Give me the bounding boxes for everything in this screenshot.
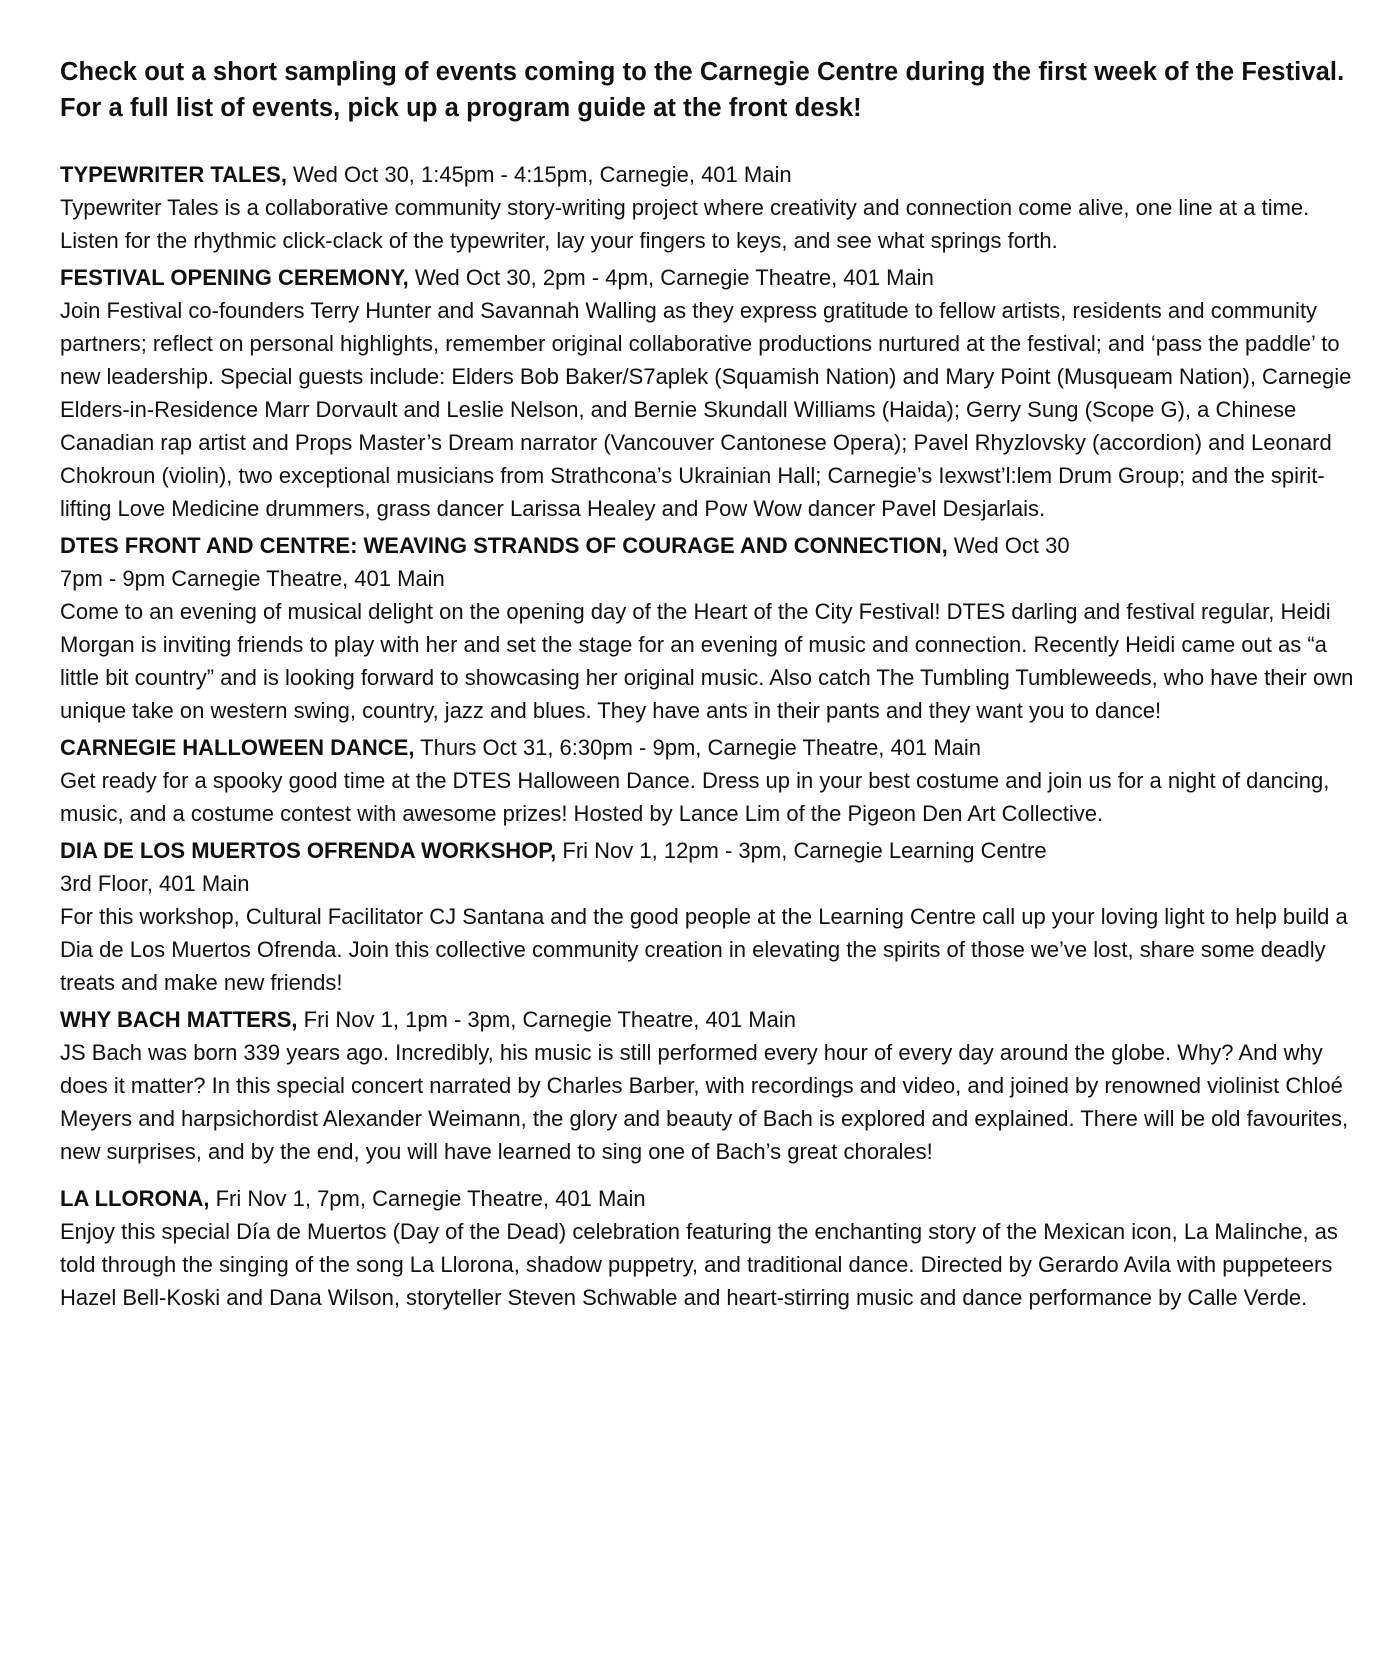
- event-description: Get ready for a spooky good time at the DTES Halloween Dance. Dress up in your best costume and join us for a night of dancing, music, and a costume contest with awesome prizes! Hosted by Lance Lim of the Pigeon Den Art Collective.: [60, 768, 1330, 826]
- event-header: [60, 731, 1360, 764]
- event-details: Wed Oct 30, 2pm - 4pm, Carnegie Theatre, 401 Main: [408, 265, 934, 290]
- event-title: DIA DE LOS MUERTOS OFRENDA WORKSHOP,: [60, 838, 557, 863]
- event-details: Fri Nov 1, 7pm, Carnegie Theatre, 401 Main: [209, 1186, 646, 1211]
- event-la-llorona: [60, 1182, 1360, 1314]
- event-title: LA LLORONA,: [60, 1186, 210, 1211]
- event-dtes-front-and-centre: [60, 529, 1360, 727]
- event-description: Typewriter Tales is a collaborative community story-writing project where creativity and connection come alive, one line at a time. Listen for the rhythmic click-clack of the typewriter, lay your fingers to keys, and see what springs forth.: [60, 195, 1310, 253]
- event-title: TYPEWRITER TALES,: [60, 162, 287, 187]
- event-header: [60, 1182, 1360, 1215]
- intro-heading: Check out a short sampling of events coming to the Carnegie Centre during the first week of the Festival. For a full list of events, pick up a program guide at the front desk!: [60, 58, 1345, 122]
- event-header: [60, 158, 1360, 191]
- event-title: DTES FRONT AND CENTRE: WEAVING STRANDS OF COURAGE AND CONNECTION,: [60, 533, 948, 558]
- event-details: Fri Nov 1, 1pm - 3pm, Carnegie Theatre, 401 Main: [297, 1007, 796, 1032]
- event-typewriter-tales: [60, 158, 1360, 257]
- event-description: JS Bach was born 339 years ago. Incredibly, his music is still performed every hour of every day around the globe. Why? And why does it matter? In this special concert narrated by Charles Barber, with recordings and video, and joined by renowned violinist Chloé Meyers and harpsichordist Alexander Weimann, the glory and beauty of Bach is explored and explained. There will be old favourites, new surprises, and by the end, you will have learned to sing one of Bach’s great chorales!: [60, 1040, 1349, 1164]
- event-details: Wed Oct 30 7pm - 9pm Carnegie Theatre, 401 Main: [60, 533, 1070, 591]
- event-header: [60, 834, 1360, 900]
- event-header: [60, 529, 1360, 595]
- event-details: Thurs Oct 31, 6:30pm - 9pm, Carnegie Theatre, 401 Main: [414, 735, 982, 760]
- event-description: For this workshop, Cultural Facilitator CJ Santana and the good people at the Learning Centre call up your loving light to help build a Dia de Los Muertos Ofrenda. Join this collective community creation in elevating the spirits of those we’ve lost, share some deadly treats and make new friends!: [60, 904, 1348, 995]
- event-details: Fri Nov 1, 12pm - 3pm, Carnegie Learning Centre 3rd Floor, 401 Main: [60, 838, 1047, 896]
- event-title: FESTIVAL OPENING CEREMONY,: [60, 265, 409, 290]
- event-title: CARNEGIE HALLOWEEN DANCE,: [60, 735, 415, 760]
- event-header: [60, 261, 1360, 294]
- event-why-bach-matters: [60, 1003, 1360, 1168]
- document-page: [60, 54, 1360, 1318]
- event-opening-ceremony: [60, 261, 1360, 525]
- event-ofrenda-workshop: [60, 834, 1360, 999]
- event-header: [60, 1003, 1360, 1036]
- event-halloween-dance: [60, 731, 1360, 830]
- event-description: Join Festival co-founders Terry Hunter and Savannah Walling as they express gratitude to fellow artists, residents and community partners; reflect on personal highlights, remember original collaborative productions nurtured at the festival; and ‘pass the paddle’ to new leadership. Special guests include: Elders Bob Baker/S7aplek (Squamish Nation) and Mary Point (Musqueam Nation), Carnegie Elders-in-Residence Marr Dorvault and Leslie Nelson, and Bernie Skundall Williams (Haida); Gerry Sung (Scope G), a Chinese Canadian rap artist and Props Master’s Dream narrator (Vancouver Cantonese Opera); Pavel Rhyzlovsky (accordion) and Leonard Chokroun (violin), two exceptional musicians from Strathcona’s Ukrainian Hall; Carnegie’s Iexwst’l:lem Drum Group; and the spirit-lifting Love Medicine drummers, grass dancer Larissa Healey and Pow Wow dancer Pavel Desjarlais.: [60, 298, 1352, 521]
- event-details: Wed Oct 30, 1:45pm - 4:15pm, Carnegie, 401 Main: [286, 162, 792, 187]
- event-description: Enjoy this special Día de Muertos (Day of the Dead) celebration featuring the enchanting story of the Mexican icon, La Malinche, as told through the singing of the song La Llorona, shadow puppetry, and traditional dance. Directed by Gerardo Avila with puppeteers Hazel Bell-Koski and Dana Wilson, storyteller Steven Schwable and heart-stirring music and dance performance by Calle Verde.: [60, 1219, 1338, 1310]
- event-description: Come to an evening of musical delight on the opening day of the Heart of the City Festival! DTES darling and festival regular, Heidi Morgan is inviting friends to play with her and set the stage for an evening of music and connection. Recently Heidi came out as “a little bit country” and is looking forward to showcasing her original music. Also catch The Tumbling Tumbleweeds, who have their own unique take on western swing, country, jazz and blues. They have ants in their pants and they want you to dance!: [60, 599, 1354, 723]
- event-title: WHY BACH MATTERS,: [60, 1007, 298, 1032]
